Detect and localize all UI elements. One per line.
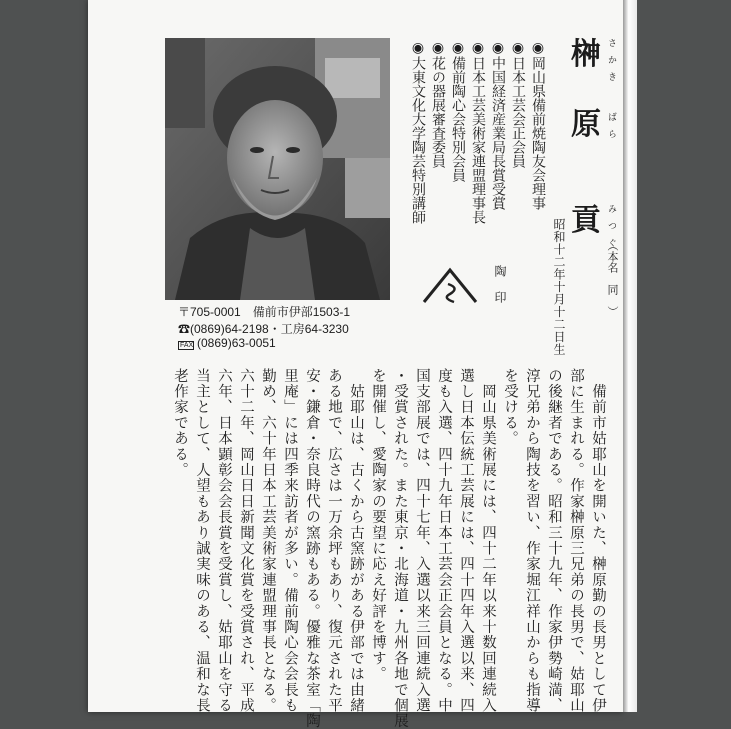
body-column: を開催し、愛陶家の要望に応え好評を博す。 [370, 368, 386, 682]
body-column: ・受賞された。また東京・北海道・九州各地で個展 [392, 368, 408, 729]
birth-date: 昭和十二年十月十二日生 [552, 218, 566, 356]
body-column: 選し日本伝統工芸展には、四十四年入選以来、四 [458, 368, 474, 714]
body-column: 度も入選、四十九年日本工芸会正会員となる。中 [436, 368, 452, 714]
telephone-number: ☎(0869)64-2198・工房64-3230 [178, 322, 349, 336]
body-column: 里庵」には四季来訪者が多い。備前陶心会会長も [282, 368, 298, 714]
credential-item: ◉備前陶心会特別会員 [450, 40, 466, 182]
body-column: 岡山県美術展には、四十二年以来十数回連続入 [480, 368, 496, 714]
fax-line [178, 336, 276, 350]
credential-item: ◉花の器展審査委員 [430, 40, 446, 168]
credential-item: ◉大東文化大学陶芸特別講師 [410, 40, 426, 224]
body-column: 安・鎌倉・奈良時代の窯跡もある。優雅な茶室「陶 [304, 368, 320, 729]
body-column: 六十二年、岡山日日新聞文化賞を受賞され、平成 [238, 368, 254, 714]
name-char-hara: 原 [571, 107, 601, 142]
credential-item: ◉日本工芸美術家連盟理事長 [470, 40, 486, 224]
body-column: 老作家である。 [172, 368, 188, 478]
page-gutter [623, 0, 637, 712]
portrait-illustration [165, 38, 390, 300]
fax-number: (0869)63-0051 [197, 336, 276, 350]
seal-mark [420, 262, 480, 310]
body-column: 淳兄弟から陶技を習い、作家堀江祥山からも指導 [524, 368, 540, 714]
credential-item: ◉岡山県備前焼陶友会理事 [530, 40, 546, 210]
body-column: の後継者である。昭和三十九年、作家伊勢崎満、 [546, 368, 562, 714]
artist-portrait-photo [165, 38, 390, 300]
body-column: 姑耶山は、古くから古窯跡がある伊部では由緒 [348, 368, 364, 714]
credential-item: ◉中国経済産業局長賞受賞 [490, 40, 506, 210]
postal-address: 〒705-0001 備前市伊部1503-1 [178, 305, 351, 319]
body-column: 備前市姑耶山を開いた、榊原勤の長男として伊 [590, 368, 606, 714]
body-column: 当主として、人望もあり誠実味のある、温和な長 [194, 368, 210, 714]
ruby-hara: ばら [606, 112, 616, 146]
body-column: ある地で、広さは一万余坪もあり、復元された平 [326, 368, 342, 714]
seal-label: 陶印 [493, 265, 507, 317]
credential-item: ◉日本工芸会正会員 [510, 40, 526, 168]
name-char-sakaki: 榊 [571, 37, 601, 72]
body-column: 勤め、六十年日本工芸美術家連盟理事長となる。 [260, 368, 276, 714]
ruby-mitsugu: みつぐ [606, 204, 616, 255]
body-column: を受ける。 [502, 368, 518, 447]
fax-icon: FAX [180, 342, 194, 349]
ruby-sakaki: さかき [606, 38, 616, 89]
body-column: 六年、日本顕彰会会長賞を受賞し、姑耶山を守る [216, 368, 232, 714]
body-column: 部に生まれる。作家榊原三兄弟の長男で、姑耶山 [568, 368, 584, 714]
name-char-mitsugu: 貢 [571, 203, 601, 238]
real-name-note: （本名 同 ） [606, 240, 619, 317]
body-column: 国支部展では、四十七年、入選以来三回連続入選 [414, 368, 430, 714]
